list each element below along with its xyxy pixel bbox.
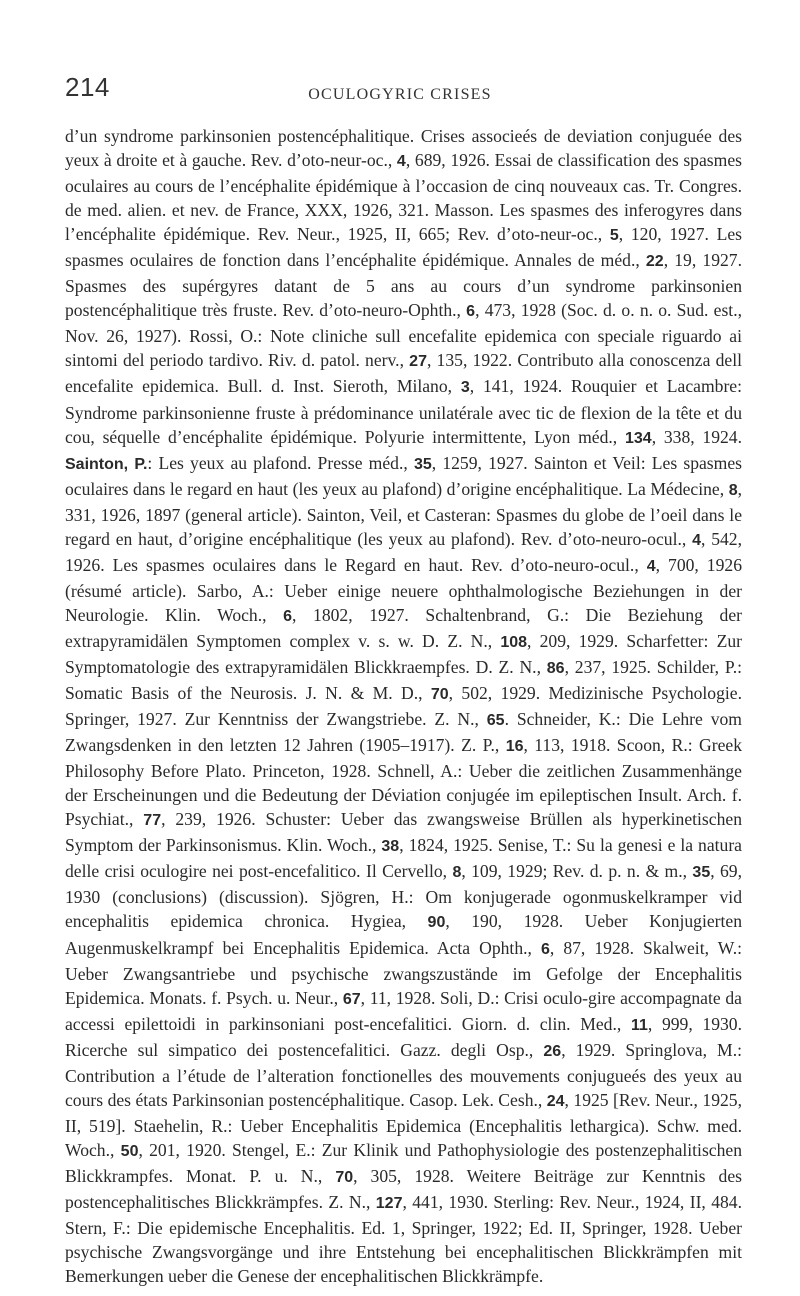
page-number: 214	[65, 72, 110, 102]
bibliography-text: d’un syndrome parkinsonien postencéphalitique. Crises associeés de deviation conjuguée des yeux à droite et à gauche. Rev. d’oto-neur-oc., 4, 689, 1926. Essai de classification des spasmes oculaires au cours de l’encéphalite épidémique à l’occasion de cinq nouveaux cas. Tr. Congres. de med. alien. et nev. de France, XXX, 1926, 321. Masson. Les spasmes des inferogyres dans l’encéphalite épidémique. Rev. Neur., 1925, II, 665; Rev. d’oto-neur-oc., 5, 120, 1927. Les spasmes oculaires de fonction dans l’encéphalite épidémique. Annales de méd., 22, 19, 1927. Spasmes des supérgyres datant de 5 ans au cours d’un syndrome parkinsonien postencéphalitique très fruste. Rev. d’oto-neuro-Ophth., 6, 473, 1928 (Soc. d. o. n. o. Sud. est., Nov. 26, 1927). Rossi, O.: Note cliniche sull encefalite epidemica con speciale riguardo ai sintomi del periodo tardivo. Riv. d. patol. nerv., 27, 135, 1922. Contributo alla conoscenza dell encefalite epidemica. Bull. d. Inst. Sieroth, Milano, 3, 141, 1924. Rouquier et Lacambre: Syndrome parkinsonienne fruste à prédominance unilatérale avec tic de flexion de la tête et du cou, séquelle d’encéphalite épidémique. Polyurie intermittente, Lyon méd., 134, 338, 1924. Sainton, P.: Les yeux au plafond. Presse méd., 35, 1259, 1927. Sainton et Veil: Les spasmes oculaires dans le regard en haut (les yeux au plafond) d’origine encéphalitique. La Médecine, 8, 331, 1926, 1897 (general article). Sainton, Veil, et Casteran: Spasmes du globe de l’oeil dans le regard en haut, d’origine encéphalitique (les yeux au plafond). Rev. d’oto-neuro-ocul., 4, 542, 1926. Les spasmes oculaires dans le Regard en haut. Rev. d’oto-neuro-ocul., 4, 700, 1926 (résumé article). Sarbo, A.: Ueber einige neuere ophthalmologische Beziehungen in der Neurologie. Klin. Woch., 6, 1802, 1927. Schaltenbrand, G.: Die Beziehung der extrapyramidälen Symptomen complex v. s. w. D. Z. N., 108, 209, 1929. Scharfetter: Zur Symptomatologie des extrapyramidälen Blickkraempfes. D. Z. N., 86, 237, 1925. Schilder, P.: Somatic Basis of the Neurosis. J. N. & M. D., 70, 502, 1929. Medizinische Psychologie. Springer, 1927. Zur Kenntniss der Zwangstriebe. Z. N., 65. Schneider, K.: Die Lehre vom Zwangsdenken in den letzten 12 Jahren (1905–1917). Z. P., 16, 113, 1918. Scoon, R.: Greek Philosophy Before Plato. Princeton, 1928. Schnell, A.: Ueber die zeitlichen Zusammenhänge der Erscheinungen und die Bedeutung der Déviation conjugée im epileptischen Insult. Arch. f. Psychiat., 77, 239, 1926. Schuster: Ueber das zwangsweise Brüllen als hyperkinetischen Symptom der Parkinsonismus. Klin. Woch., 38, 1824, 1925. Senise, T.: Su la genesi e la natura delle crisi oculogire nei post-encefalitico. Il Cervello, 8, 109, 1929; Rev. d. p. n. & m., 35, 69, 1930 (conclusions) (discussion). Sjögren, H.: Om konjugerade ogonmuskelkramper vid encephalitis epidemica chronica. Hygiea, 90, 190, 1928. Ueber Konjugierten Augenmuskelkrampf bei Encephalitis Epidemica. Acta Ophth., 6, 87, 1928. Skalweit, W.: Ueber Zwangsantriebe und psychische zwangszustände im Gefolge der Encephalitis Epidemica. Monats. f. Psych. u. Neur., 67, 11, 1928. Soli, D.: Crisi oculo-gire accompagnate da accessi epilettoidi in parkinsoniani post-encefalitici. Giorn. d. clin. Med., 11, 999, 1930. Ricerche sul simpatico dei postencefalitici. Gazz. degli Osp., 26, 1929. Springlova, M.: Contribution a l’étude de l’alteration fonctionelles des mouvements conjugueés des yeux au cours des états Parkinsonian postencéphalitique. Casop. Lek. Cesh., 24, 1925 [Rev. Neur., 1925, II, 519]. Staehelin, R.: Ueber Encephalitis Epidemica (Encephalitis lethargica). Schw. med. Woch., 50, 201, 1920. Stengel, E.: Zur Klinik und Pathophysiologie des postenzephalitischen Blickkrampfes. Monat. P. u. N., 70, 305, 1928. Weitere Beiträge zur Kenntnis des postencephalitisches Blickkrämpfes. Z. N., 127, 441, 1930. Sterling: Rev. Neur., 1924, II, 484. Stern, F.: Die epidemische Encephalitis. Ed. 1, Springer, 1922; Ed. II, Springer, 1928. Ueber psychische Zwangsvorgänge und ihre Entstehung bei encephalitischen Blickkrämpfen mit Bemerkungen ueber die Genese der encephalitischen Blickkrämpfe.	[65, 126, 743, 1287]
running-head: OCULOGYRIC CRISES	[308, 86, 492, 103]
page-header	[65, 72, 735, 112]
